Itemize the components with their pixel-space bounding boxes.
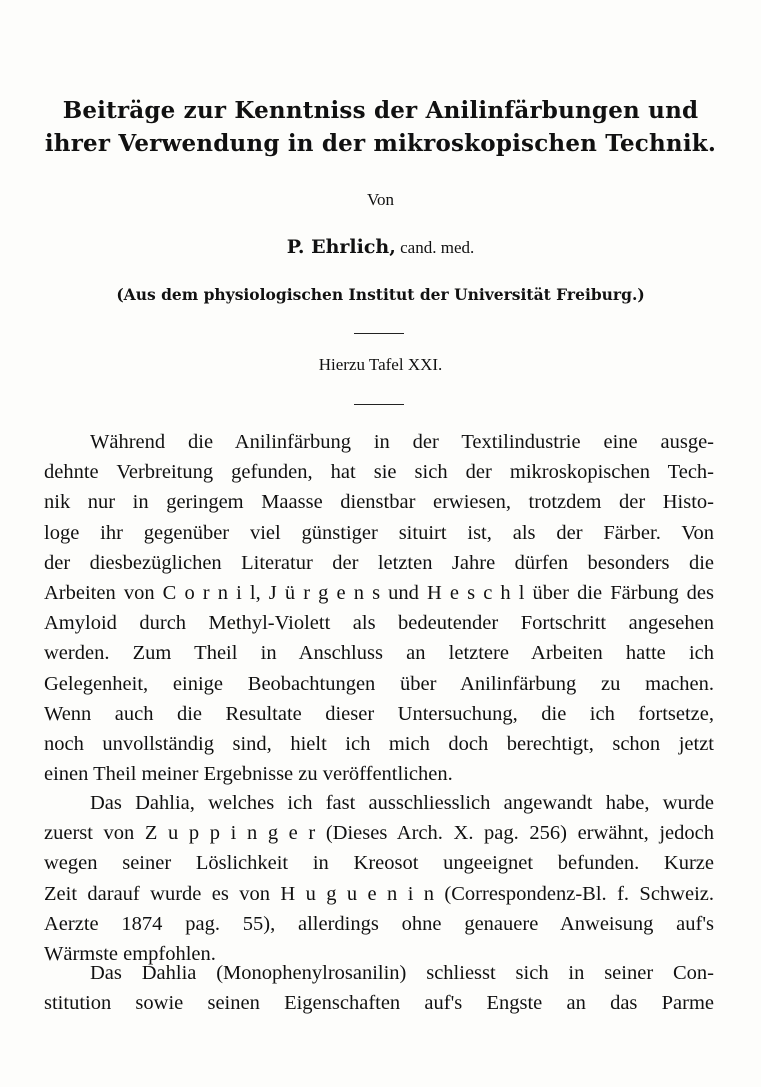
text-line: Gelegenheit, einige Beobachtungen über Anilinfärbung zu machen. (44, 672, 714, 695)
text-line: Aerzte 1874 pag. 55), allerdings ohne genauere Anweisung auf's (44, 912, 714, 935)
text-line: Arbeiten von C o r n i l, J ü r g e n s und H e s c h l über die Färbung des (44, 581, 714, 604)
author-name: P. Ehrlich, (286, 236, 396, 258)
plate-reference: Hierzu Tafel XXI. (318, 355, 443, 374)
text-line: dehnte Verbreitung gefunden, hat sie sich der mikroskopischen Tech- (44, 461, 714, 484)
text-line: Zeit darauf wurde es von H u g u e n i n (Correspondenz-Bl. f. Schweiz. (44, 882, 714, 905)
text-line: Während die Anilinfärbung in der Textilindustrie eine ausge- (90, 431, 714, 453)
text-line: einen Theil meiner Ergebnisse zu veröffentlichen. (44, 763, 453, 786)
text-line: wegen seiner Löslichkeit in Kreosot ungeeignet befunden. Kurze (44, 852, 714, 875)
divider-rule-top (354, 333, 404, 334)
text-line: Wenn auch die Resultate dieser Untersuchung, die ich fortsetze, (44, 702, 714, 725)
article-title-line-2: ihrer Verwendung in der mikroskopischen Technik. (44, 130, 717, 157)
article-title-line-1: Beiträge zur Kenntniss der Anilinfärbungen und (62, 97, 699, 124)
text-line: werden. Zum Theil in Anschluss an letztere Arbeiten hatte ich (44, 642, 714, 665)
divider-rule-bottom (354, 404, 404, 405)
author-suffix: cand. med. (400, 238, 475, 257)
paragraph-1 (44, 427, 714, 789)
institute-affiliation: (Aus dem physiologischen Institut der Universität Freiburg.) (116, 285, 645, 304)
text-line: noch unvollständig sind, hielt ich mich doch berechtigt, schon jetzt (44, 732, 714, 755)
text-line: loge ihr gegenüber viel günstiger situirt ist, als der Färber. Von (44, 521, 714, 544)
paragraph-2 (44, 788, 714, 969)
byline-von: Von (366, 190, 395, 209)
text-line: nik nur in geringem Maasse dienstbar erwiesen, trotzdem der Histo- (44, 491, 714, 514)
text-line: Wärmste empfohlen. (44, 942, 216, 965)
text-line: Das Dahlia (Monophenylrosanilin) schliesst sich in seiner Con- (90, 962, 714, 984)
text-line: stitution sowie seinen Eigenschaften auf's Engste an das Parme (44, 992, 714, 1015)
text-line: Das Dahlia, welches ich fast ausschliesslich angewandt habe, wurde (90, 792, 714, 814)
text-line: der diesbezüglichen Literatur der letzten Jahre dürfen besonders die (44, 551, 714, 574)
text-line: zuerst von Z u p p i n g e r (Dieses Arch. X. pag. 256) erwähnt, jedoch (44, 822, 714, 845)
author-line (40, 236, 721, 258)
text-line: Amyloid durch Methyl-Violett als bedeutender Fortschritt angesehen (44, 612, 714, 635)
paragraph-3 (44, 958, 714, 1018)
